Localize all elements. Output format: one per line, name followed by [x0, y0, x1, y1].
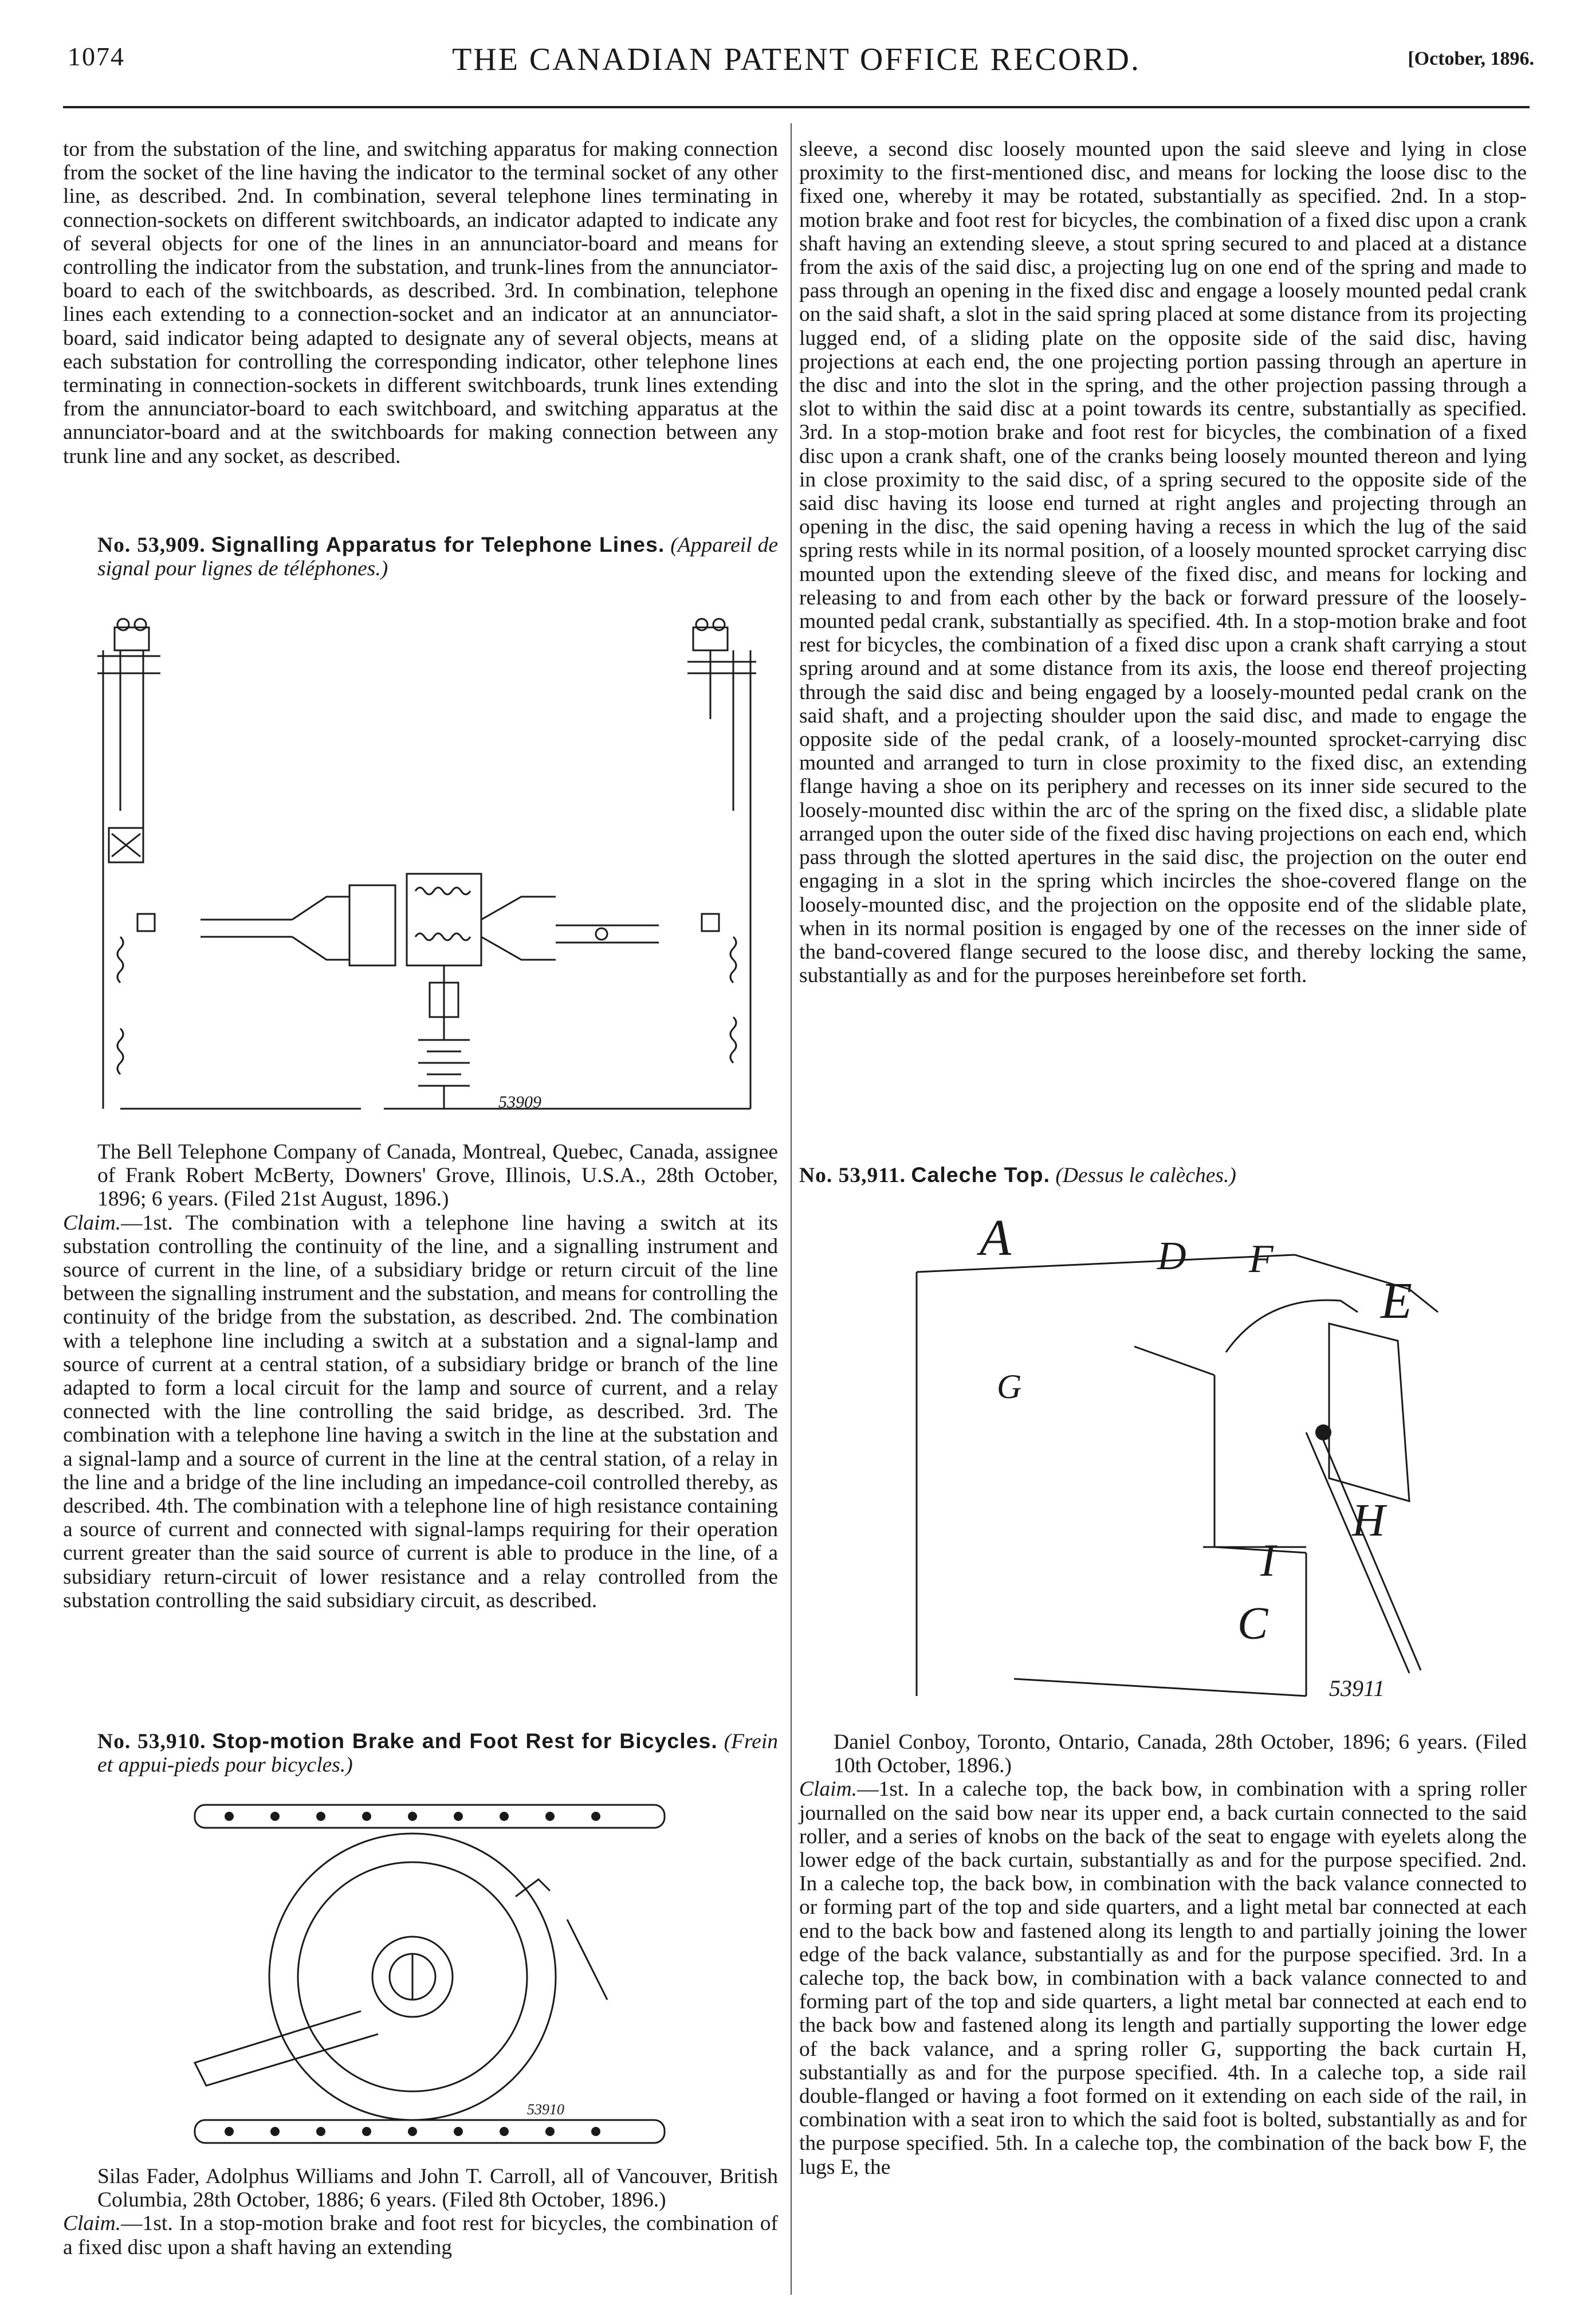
claim-label: Claim.: [63, 2212, 121, 2236]
patent-53909-heading: [63, 533, 778, 580]
left-column-continuation: [63, 138, 778, 468]
patent-grantee: Daniel Conboy, Toronto, Ontario, Canada, 28th October, 1896; 6 years. (Filed 10th October, 1896.): [834, 1730, 1527, 1778]
figure-number-53910: 53910: [527, 2101, 564, 2118]
figure-number-53909: 53909: [498, 1093, 541, 1112]
patent-53910-heading: [63, 1729, 778, 1777]
patent-number: No. 53,910.: [97, 1730, 206, 1753]
label-D: D: [1157, 1234, 1186, 1278]
figure-bicycle-brake: [172, 1793, 687, 2149]
patent-grantee: Silas Fader, Adolphus Williams and John T. Carroll, all of Vancouver, British Columbia, 28th October, 1886; 6 years. (Filed 8th October, 1896.): [97, 2165, 778, 2212]
patent-french-title: (Frein et appui-pieds pour bicycles.): [97, 1730, 778, 1777]
label-E: E: [1381, 1273, 1412, 1329]
label-G: G: [997, 1368, 1022, 1406]
patent-number: No. 53,909.: [97, 533, 206, 557]
right-column-continuation: [799, 138, 1527, 987]
page-title: THE CANADIAN PATENT OFFICE RECORD.: [452, 42, 1141, 77]
patent-53909-body: [63, 1140, 778, 1612]
claim-label: Claim.: [63, 1211, 121, 1235]
continued-claims-text: tor from the substation of the line, and switching apparatus for making connection from the socket of the line having the indicator to the terminal socket of any other line, as described. 2nd. In combination, several telephone lines terminating in connection-sockets on different switchboards, an indicator adapted to indicate any of several objects for one of the lines in an annunciator-board and means for controlling the indicator from the substation, and trunk-lines from the annunciator-board to each of the switchboards, as described. 3rd. In combination, telephone lines each extending to a connection-socket and an indicator at an annunciator-board, said indicator being adapted to designate any of several objects, means at each substation for controlling the corresponding indicator, other telephone lines terminating in connection-sockets in different switchboards, trunk lines extending from the annunciator-board to each switchboard, and switching apparatus at the annunciator-board and at the switchboards for making connection between any trunk line and any socket, as described.: [63, 138, 778, 468]
claim-text: —1st. In a caleche top, the back bow, in combination with a spring roller journalled on the said bow near its upper end, a back curtain connected to the said roller, and a series of knobs on the back of the seat to engage with eyelets along the lower edge of the back curtain, substantially as and for the purpose specified. 2nd. In a caleche top, the back bow, in combination with the back valance connected to or forming part of the top and side quarters, and a light metal bar connected at each end to the back bow and fastened along its length to and partially joining the lower edge of the back valance, substantially as and for the purpose specified. 3rd. In a caleche top, the back bow, in combination with a back valance connected to and forming part of the top and side quarters, a light metal bar connected at each end to the back bow and fastened along its length and partially supporting the lower edge of the back valance, and a spring roller G, supporting the back curtain H, substantially as and for the purpose specified. 4th. In a caleche top, a side rail double-flanged or having a foot formed on it extending on each side of the rail, in combination with a seat iron to which the said foot is bolted, substantially as and for the purpose specified. 5th. In a caleche top, the combination of the back bow F, the lugs E, the: [799, 1777, 1527, 2179]
bicycle-brake-drawing: [172, 1793, 687, 2149]
page-number: 1074: [68, 42, 125, 71]
patent-number: No. 53,911.: [799, 1164, 906, 1187]
label-I: I: [1260, 1536, 1276, 1586]
figure-caleche-top: [894, 1203, 1467, 1707]
patent-grantee: The Bell Telephone Company of Canada, Montreal, Quebec, Canada, assignee of Frank Robert McBerty, Downers' Grove, Illinois, U.S.A., 28th October, 1896; 6 years. (Filed 21st August, 1896.): [97, 1140, 778, 1211]
claim-text: —1st. In a stop-motion brake and foot rest for bicycles, the combination of a fixed disc upon a shaft having an extending: [63, 2212, 778, 2259]
patent-claims: [799, 1777, 1527, 2178]
claim-text: —1st. The combination with a telephone line having a switch at its substation controlling the continuity of the line, and a signalling instrument and source of current in the line, of a subsidiary bridge or return circuit of the line between the signalling instrument and the substation, and means for controlling the continuity of the bridge from the substation, as described. 2nd. The combination with a telephone line including a switch at a substation and a signal-lamp and source of current at a central station, of a subsidiary bridge or branch of the line adapted to form a local circuit for the lamp and source of current, and a relay connected with the line controlling the said bridge, as described. 3rd. The combination with a telephone line having a switch in the line at the substation and a signal-lamp and a source of current in the line at the central station, of a relay in the line and a bridge of the line including an impedance-coil controlled thereby, as described. 4th. The combination with a telephone line of high resistance containing a source of current and connected with signal-lamps requiring for their operation current greater than the said source of current is able to produce in the line, of a subsidiary return-circuit of lower resistance and a relay controlled from the substation controlling the said subsidiary circuit, as described.: [63, 1211, 778, 1612]
telephone-circuit-drawing: [86, 616, 773, 1114]
patent-french-title: (Dessus le calèches.): [1055, 1164, 1236, 1187]
patent-title: Signalling Apparatus for Telephone Lines.: [211, 532, 665, 556]
patent-53911-body: [799, 1730, 1527, 2179]
column-divider: [791, 123, 792, 2295]
continued-claims-text: sleeve, a second disc loosely mounted upon the said sleeve and lying in close proximity to the first-mentioned disc, and means for locking the loose disc to the fixed one, whereby it may be rotated, substantially as specified. 2nd. In a stop-motion brake and foot rest for bicycles, the combination of a fixed disc upon a crank shaft having an extending sleeve, a stout spring secured to and placed at a distance from the axis of the said disc, a projecting lug on one end of the spring and made to pass through an opening in the fixed disc and engage a loosely mounted pedal crank on the said shaft, a slot in the said spring placed at some distance from its projecting lugged end, of a sliding plate on the opposite side of the said disc, having projections at each end, the one projecting portion passing through an aperture in the disc and into the slot in the spring, and the other projection passing through a slot to within the said disc at a point towards its centre, substantially as specified. 3rd. In a stop-motion brake and foot rest for bicycles, the combination of a fixed disc upon a crank shaft, one of the cranks being loosely mounted thereon and lying in close proximity to the said disc, of a spring secured to the opposite side of the said disc having its loose end turned at right angles and projecting through an opening in the disc, the said opening having a recess in which the lug of the said spring rests while in its normal position, of a loosely mounted sprocket carrying disc mounted upon the extending sleeve of the fixed disc, and means for locking and releasing to and from each other by the back or forward pressure of the loosely-mounted pedal crank, substantially as specified. 4th. In a stop-motion brake and foot rest for bicycles, the combination of a fixed disc upon a crank shaft carrying a stout spring around and at some distance from its axis, the loose end thereof projecting through the said disc and being engaged by a loosely-mounted pedal crank on the said shaft, and a projecting shoulder upon the said disc, and made to engage the opposite side of the pedal crank, of a loosely-mounted sprocket-carrying disc mounted and arranged to turn in close proximity to the fixed disc, an extending flange having a shoe on its periphery and recesses on its inner side secured to the loosely-mounted disc within the arc of the spring on the fixed disc, a slidable plate arranged upon the outer side of the fixed disc having projections on each end, which pass through the slotted apertures in the said disc, the projection on the outer end engaging in a slot in the spring which incircles the shoe-covered flange on the loosely-mounted disc, and the projection on the opposite end of the slidable plate, when in its normal position is engaged by one of the recesses on the inner side of the band-covered flange secured to the loose disc, and thereby locking the same, substantially as and for the purposes hereinbefore set forth.: [799, 138, 1527, 988]
patent-claims: [63, 1211, 778, 1612]
patent-53911-heading: [799, 1163, 1527, 1187]
label-H: H: [1352, 1495, 1385, 1546]
label-C: C: [1237, 1599, 1268, 1649]
issue-date: [October, 1896.: [1408, 48, 1534, 69]
figure-telephone-circuit: [86, 616, 773, 1114]
patent-claims: [63, 2212, 778, 2259]
patent-title: Caleche Top.: [911, 1163, 1050, 1187]
label-F: F: [1249, 1237, 1274, 1281]
patent-53910-body: [63, 2165, 778, 2259]
label-A: A: [980, 1210, 1011, 1266]
header-rule: [63, 106, 1530, 108]
patent-french-title: (Appareil de signal pour lignes de téléphones.): [97, 533, 778, 581]
patent-title: Stop-motion Brake and Foot Rest for Bicycles.: [212, 1729, 718, 1753]
figure-number-53911: 53911: [1329, 1675, 1385, 1701]
claim-label: Claim.: [799, 1777, 858, 1801]
caleche-top-drawing: [894, 1203, 1467, 1707]
